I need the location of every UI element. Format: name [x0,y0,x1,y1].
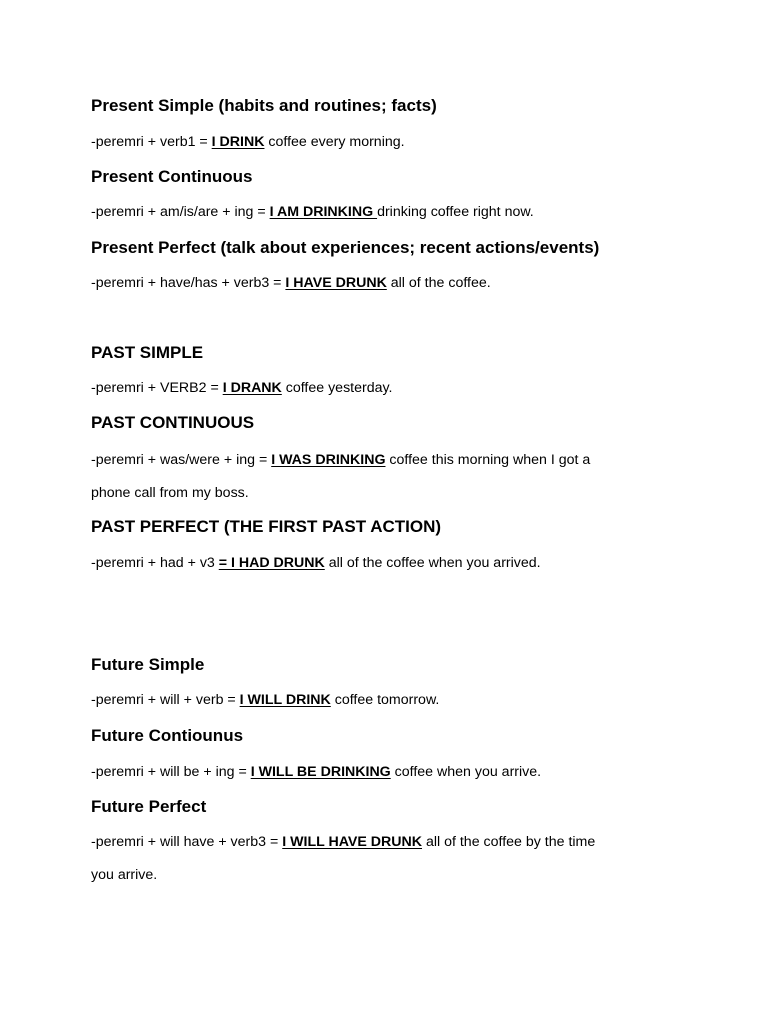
section-heading-present-perfect: Present Perfect (talk about experiences; recent actions/events) [91,238,600,257]
section-heading-past-perfect: PAST PERFECT (THE FIRST PAST ACTION) [91,517,442,536]
example-line-present-perfect [91,276,491,290]
section-heading-past-continuous: PAST CONTINUOUS [91,413,255,432]
example-line-past-perfect [91,556,541,570]
example-emphasis: I WILL HAVE DRUNK [282,834,423,850]
example-rest: all of the coffee. [386,275,491,291]
example-line-past-continuous [91,453,590,467]
formula-text: -peremri + will + verb = [91,692,240,708]
example-emphasis: I DRINK [211,134,265,150]
example-rest: drinking coffee right now. [377,204,534,220]
example-rest: coffee yesterday. [281,380,393,396]
example-emphasis: I WILL BE DRINKING [250,764,391,780]
example-line-future-simple [91,693,439,707]
section-heading-past-simple: PAST SIMPLE [91,343,204,362]
example-rest: coffee every morning. [264,134,405,150]
formula-text: -peremri + had + v3 [91,555,219,571]
example-emphasis: I HAVE DRUNK [285,275,387,291]
example-rest: coffee tomorrow. [330,692,440,708]
example-line-future-perfect [91,835,595,849]
example-line-present-simple [91,135,405,149]
example-line-future-continuous [91,765,541,779]
formula-text: you arrive. [91,867,158,883]
example-emphasis: I DRANK [222,380,282,396]
example-rest: all of the coffee by the time [422,834,596,850]
section-heading-present-simple: Present Simple (habits and routines; facts) [91,96,437,115]
example-line-present-continuous [91,205,534,219]
example-line-past-continuous-cont [91,486,249,500]
example-line-past-simple [91,381,393,395]
example-line-future-perfect-cont [91,868,157,882]
example-rest: coffee when you arrive. [390,764,542,780]
formula-text: -peremri + am/is/are + ing = [91,204,270,220]
example-rest: coffee this morning when I got a [385,452,591,468]
formula-text: -peremri + was/were + ing = [91,452,272,468]
formula-text: phone call from my boss. [91,485,249,501]
formula-text: -peremri + VERB2 = [91,380,223,396]
example-emphasis: I WAS DRINKING [271,452,386,468]
formula-text: -peremri + will be + ing = [91,764,251,780]
formula-text: -peremri + have/has + verb3 = [91,275,286,291]
section-heading-future-perfect: Future Perfect [91,797,207,816]
formula-text: -peremri + will have + verb3 = [91,834,283,850]
example-emphasis: I WILL DRINK [239,692,331,708]
section-heading-future-continuous: Future Contiounus [91,726,244,745]
example-rest: all of the coffee when you arrived. [324,555,541,571]
formula-text: -peremri + verb1 = [91,134,212,150]
section-heading-present-continuous: Present Continuous [91,167,253,186]
example-emphasis: I AM DRINKING [269,204,378,220]
section-heading-future-simple: Future Simple [91,655,205,674]
example-emphasis: = I HAD DRUNK [218,555,325,571]
